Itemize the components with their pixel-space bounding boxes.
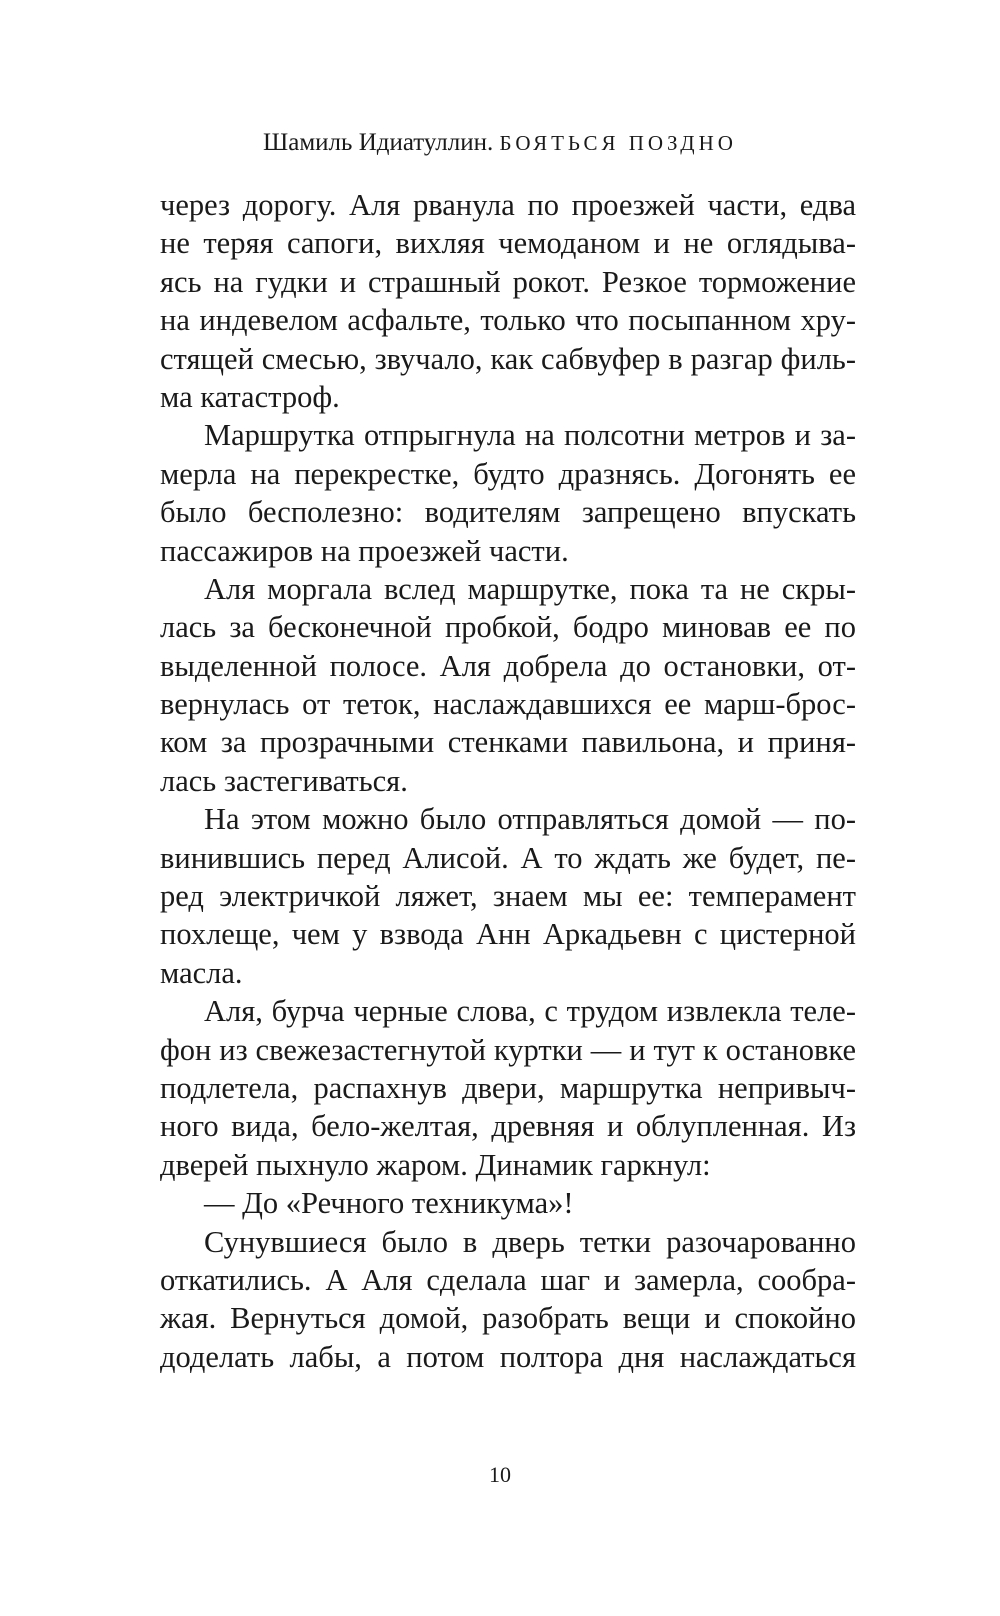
text-line: дверей пыхнуло жаром. Динамик гаркнул: [160,1147,711,1182]
text-line: вернулась от теток, наслаждавшихся ее марш-брос- [160,687,856,722]
text-line: откатились. А Аля сделала шаг и замерла, сообра- [160,1262,856,1297]
text-line: доделать лабы, а потом полтора дня наслаждаться [160,1339,856,1374]
text-line: ком за прозрачными стенками павильона, и приня- [160,725,856,760]
text-line: подлетела, распахнув двери, маршрутка непривыч- [160,1070,856,1105]
text-line: пассажиров на проезжей части. [160,533,569,568]
text-line: выделенной полосе. Аля добрела до остановки, от- [160,648,856,683]
text-line: мерла на перекрестке, будто дразнясь. Догонять ее [160,456,856,491]
text-line: винившись перед Алисой. А то ждать же будет, пе- [160,840,856,875]
text-line: стящей смесью, звучало, как сабвуфер в разгар филь- [160,341,856,376]
text-line: ред электричкой ляжет, знаем мы ее: темперамент [160,879,856,914]
text-line: не теряя сапоги, вихляя чемоданом и не оглядыва- [160,226,856,261]
text-line: Аля моргала вслед маршрутке, пока та не скры- [204,571,856,606]
running-head [0,128,1000,158]
paragraph [160,1223,856,1377]
paragraph [160,1184,856,1222]
text-line: Аля, бурча черные слова, с трудом извлекла теле- [204,994,856,1029]
body-text [160,186,856,1376]
paragraph [160,800,856,992]
page-number: 10 [489,1462,511,1487]
paragraph [160,416,856,570]
text-line: Маршрутка отпрыгнула на полсотни метров и за- [204,418,856,453]
text-line: ного вида, бело-желтая, древняя и облупленная. Из [160,1109,856,1144]
text-line: лась застегиваться. [160,763,408,798]
text-line: ясь на гудки и страшный рокот. Резкое торможение [160,264,856,299]
text-line: Сунувшиеся было в дверь тетки разочарованно [204,1224,856,1259]
text-line: На этом можно было отправляться домой — по- [204,802,856,837]
text-line: на индевелом асфальте, только что посыпанном хру- [160,303,856,338]
text-line: масла. [160,955,243,990]
text-line: было бесполезно: водителям запрещено впускать [160,495,856,530]
text-line: — До «Речного техникума»! [204,1186,574,1221]
paragraph [160,570,856,800]
running-head-book-title: БОЯТЬСЯ ПОЗДНО [499,131,737,155]
text-line: через дорогу. Аля рванула по проезжей части, едва [160,188,856,222]
text-line: фон из свежезастегнутой куртки — и тут к остановке [160,1032,856,1067]
paragraph [160,992,856,1184]
text-line: похлеще, чем у взвода Анн Аркадьевн с цистерной [160,917,856,952]
text-line: жая. Вернуться домой, разобрать вещи и спокойно [160,1301,856,1336]
paragraph [160,186,856,416]
running-head-author: Шамиль Идиатуллин. [263,129,494,156]
text-line: лась за бесконечной пробкой, бодро миновав ее по [160,610,856,645]
text-line: ма катастроф. [160,379,340,414]
